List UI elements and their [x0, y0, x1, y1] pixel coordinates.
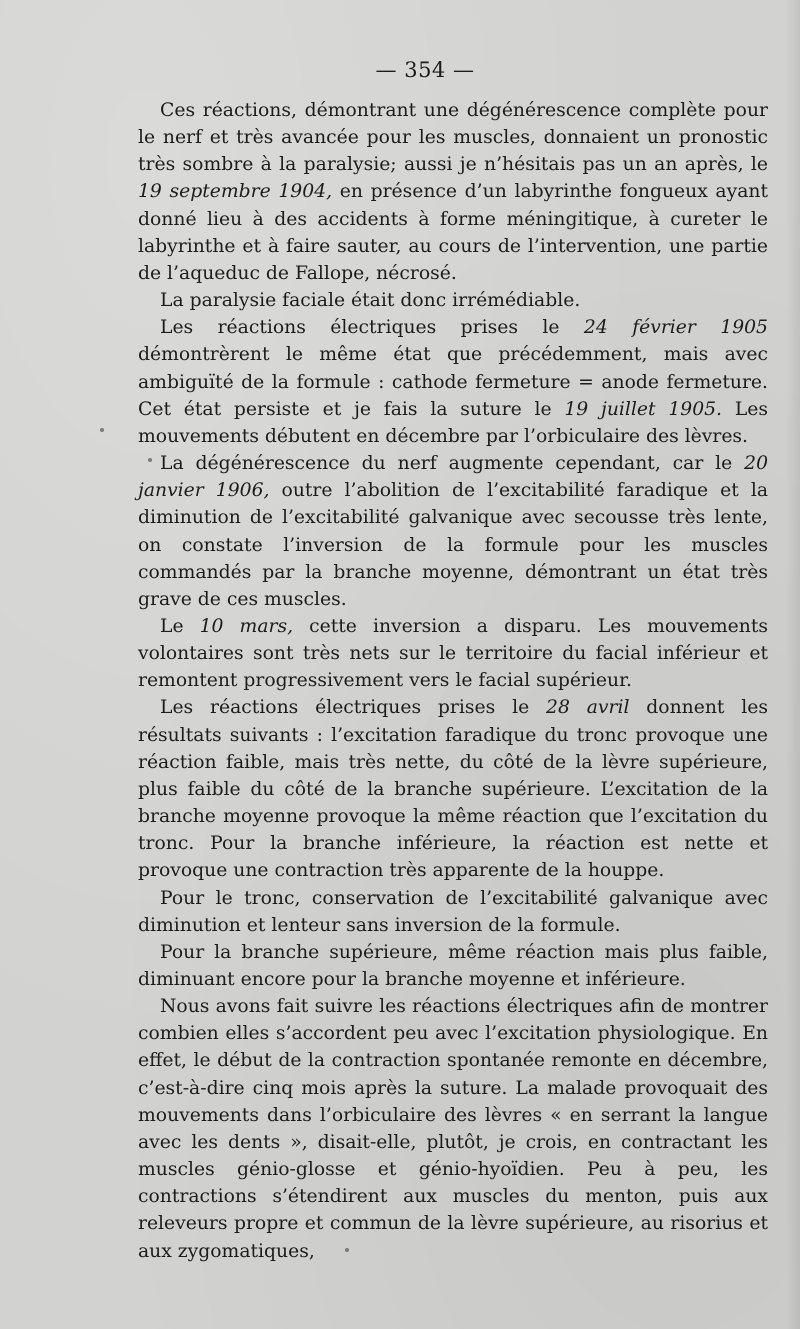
text-run: Nous avons fait suivre les réactions électriques afin de montrer combien elles s’accordent peu avec l’excitation physiologique. En effet, le début de la contraction spontanée remonte en décembre, c’est-à-dire cinq mois après la suture. La malade provoquait des mouvements dans l’orbiculaire des lèvres « en serrant la langue avec les dents », disait-elle, plutôt, je crois, en contractant les muscles génio-glosse et génio-hyoïdien. Peu à peu, les contractions s’étendirent aux muscles du menton, puis aux releveurs propre et commun de la lèvre supérieure, au risorius et aux zygomatiques, [138, 996, 768, 1262]
italic-date: 24 février 1905 [583, 317, 768, 339]
page-number: — 354 — [375, 58, 475, 82]
text-run: Pour la branche supérieure, même réaction mais plus faible, diminuant encore pour la branche moyenne et inférieure. [138, 941, 768, 990]
print-speck [100, 428, 104, 432]
text-run: La dégénérescence du nerf augmente cependant, car le [160, 453, 745, 475]
italic-date: 28 avril [546, 697, 630, 719]
paragraph [138, 939, 768, 993]
print-speck [345, 1248, 349, 1252]
paragraph [138, 694, 768, 884]
print-speck [148, 458, 152, 462]
italic-date: 19 septembre 1904, [138, 181, 333, 203]
text-run: Le [160, 615, 200, 637]
paragraph [138, 450, 768, 613]
page-edge-shadow [786, 0, 800, 1329]
paragraph [138, 314, 768, 450]
paragraph [138, 993, 768, 1265]
text-run: Les réactions électriques prises le [160, 697, 547, 719]
paragraph [138, 97, 768, 287]
body-text [138, 97, 768, 1265]
paragraph [138, 885, 768, 939]
italic-date: 19 juillet 1905. [564, 398, 723, 420]
italic-date: 10 mars, [199, 615, 294, 637]
text-run: outre l’abolition de l’excitabilité faradique et la diminution de l’excitabilité galvanique avec secousse très lente, on constate l’inversion de la formule pour les muscles commandés par la branche moyenne, démontrant un état très grave de ces muscles. [138, 480, 769, 610]
paragraph [138, 613, 768, 694]
text-run: Les réactions électriques prises le [160, 317, 584, 339]
text-run: cette inversion a disparu. Les mouvements volontaires sont très nets sur le territoire du facial inférieur et remontent progressivement vers le facial supérieur. [138, 615, 769, 692]
text-run: Pour le tronc, conservation de l’excitabilité galvanique avec diminution et lenteur sans inversion de la formule. [138, 887, 768, 936]
text-run: démontrèrent le même état que précédemment, mais avec ambiguïté de la formule : cathode fermeture = anode fermeture. Cet état persiste et je fais la suture le [138, 344, 768, 420]
text-run: en présence d’un labyrinthe fongueux ayant donné lieu à des accidents à forme méningitique, à cureter le labyrinthe et à faire sauter, au cours de l’intervention, une partie de l’aqueduc de Fallope, nécrosé. [138, 181, 768, 284]
text-run: La paralysie faciale était donc irrémédiable. [160, 290, 581, 312]
italic-date: 20 janvier 1906, [138, 453, 768, 502]
text-run: Ces réactions, démontrant une dégénérescence complète pour le nerf et très avancée pour les muscles, donnaient un pronostic très sombre à la paralysie; aussi je n’hésitais pas un an après, le [138, 100, 768, 176]
text-run: Les mouvements débutent en décembre par l’orbiculaire des lèvres. [138, 398, 769, 447]
paragraph [138, 287, 768, 314]
text-run: donnent les résultats suivants : l’excitation faradique du tronc provoque une réaction faible, mais très nette, du côté de la lèvre supérieure, plus faible du côté de la branche supérieure. L’excitation de la branche moyenne provoque la même réaction que l’excitation du tronc. Pour la branche inférieure, la réaction est nette et provoque une contraction très apparente de la houppe. [138, 697, 768, 882]
